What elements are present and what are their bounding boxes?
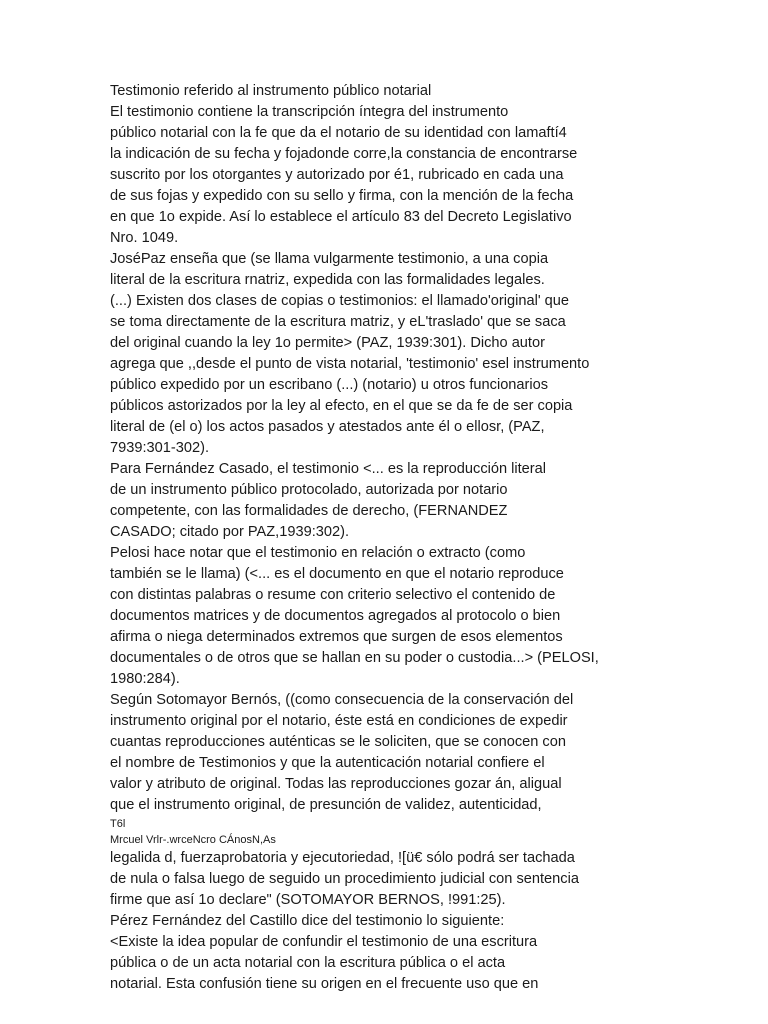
text-line: competente, con las formalidades de derecho, (FERNANDEZ	[110, 503, 508, 519]
text-line: Testimonio referido al instrumento público notarial	[110, 83, 432, 99]
text-line: valor y atributo de original. Todas las reproducciones gozar án, aligual	[110, 776, 562, 792]
text-line: Según Sotomayor Bernós, ((como consecuencia de la conservación del	[110, 692, 574, 708]
text-line: Pelosi hace notar que el testimonio en relación o extracto (como	[110, 545, 526, 561]
document-body	[110, 81, 599, 995]
text-line: en que 1o expide. Así lo establece el artículo 83 del Decreto Legislativo	[110, 209, 572, 225]
text-line: público expedido por un escribano (...) (notario) u otros funcionarios	[110, 377, 549, 393]
text-line: CASADO; citado por PAZ,1939:302).	[110, 524, 350, 540]
text-line: (...) Existen dos clases de copias o testimonios: el llamado'original' que	[110, 293, 570, 309]
text-line: legalida d, fuerzaprobatoria y ejecutoriedad, ![ü€ sólo podrá ser tachada	[110, 850, 575, 866]
text-line: firme que así 1o declare" (SOTOMAYOR BERNOS, !991:25).	[110, 892, 506, 908]
text-line: públicos astorizados por la ley al efecto, en el que se da fe de ser copia	[110, 398, 573, 414]
text-line: El testimonio contiene la transcripción íntegra del instrumento	[110, 104, 509, 120]
text-line: literal de (el o) los actos pasados y atestados ante él o ellosr, (PAZ,	[110, 419, 545, 435]
text-line: afirma o niega determinados extremos que surgen de esos elementos	[110, 629, 563, 645]
text-line: se toma directamente de la escritura matriz, y eL'traslado' que se saca	[110, 314, 566, 330]
text-line: público notarial con la fe que da el notario de su identidad con lamaftí4	[110, 125, 567, 141]
text-line: 1980:284).	[110, 671, 180, 687]
text-line: literal de la escritura rnatriz, expedida con las formalidades legales.	[110, 272, 545, 288]
text-line: agrega que ,,desde el punto de vista notarial, 'testimonio' esel instrumento	[110, 356, 590, 372]
text-line: con distintas palabras o resume con criterio selectivo el contenido de	[110, 587, 556, 603]
text-line: de un instrumento público protocolado, autorizada por notario	[110, 482, 508, 498]
running-header: Mrcuel Vrlr-.wrceNcro CÁnosN,As	[110, 834, 276, 846]
text-line: documentales o de otros que se hallan en su poder o custodia...> (PELOSI,	[110, 650, 599, 666]
text-line: la indicación de su fecha y fojadonde corre,la constancia de encontrarse	[110, 146, 578, 162]
text-line: pública o de un acta notarial con la escritura pública o el acta	[110, 955, 506, 971]
text-line: que el instrumento original, de presunción de validez, autenticidad,	[110, 797, 542, 813]
text-line: del original cuando la ley 1o permite> (PAZ, 1939:301). Dicho autor	[110, 335, 545, 351]
text-line: de sus fojas y expedido con su sello y firma, con la mención de la fecha	[110, 188, 574, 204]
text-line: notarial. Esta confusión tiene su origen en el frecuente uso que en	[110, 976, 539, 992]
page-number: T6l	[110, 818, 126, 830]
text-line: <Existe la idea popular de confundir el testimonio de una escritura	[110, 934, 538, 950]
text-line: 7939:301-302).	[110, 440, 209, 456]
text-line: el nombre de Testimonios y que la autenticación notarial confiere el	[110, 755, 545, 771]
text-line: Pérez Fernández del Castillo dice del testimonio lo siguiente:	[110, 913, 505, 929]
text-line: también se le llama) (<... es el documento en que el notario reproduce	[110, 566, 564, 582]
text-line: cuantas reproducciones auténticas se le soliciten, que se conocen con	[110, 734, 566, 750]
text-line: documentos matrices y de documentos agregados al protocolo o bien	[110, 608, 561, 624]
text-line: Nro. 1049.	[110, 230, 179, 246]
text-line: de nula o falsa luego de seguido un procedimiento judicial con sentencia	[110, 871, 579, 887]
text-line: Para Fernández Casado, el testimonio <... es la reproducción literal	[110, 461, 547, 477]
text-line: suscrito por los otorgantes y autorizado por é1, rubricado en cada una	[110, 167, 564, 183]
text-line: JoséPaz enseña que (se llama vulgarmente testimonio, a una copia	[110, 251, 549, 267]
text-line: instrumento original por el notario, éste está en condiciones de expedir	[110, 713, 568, 729]
